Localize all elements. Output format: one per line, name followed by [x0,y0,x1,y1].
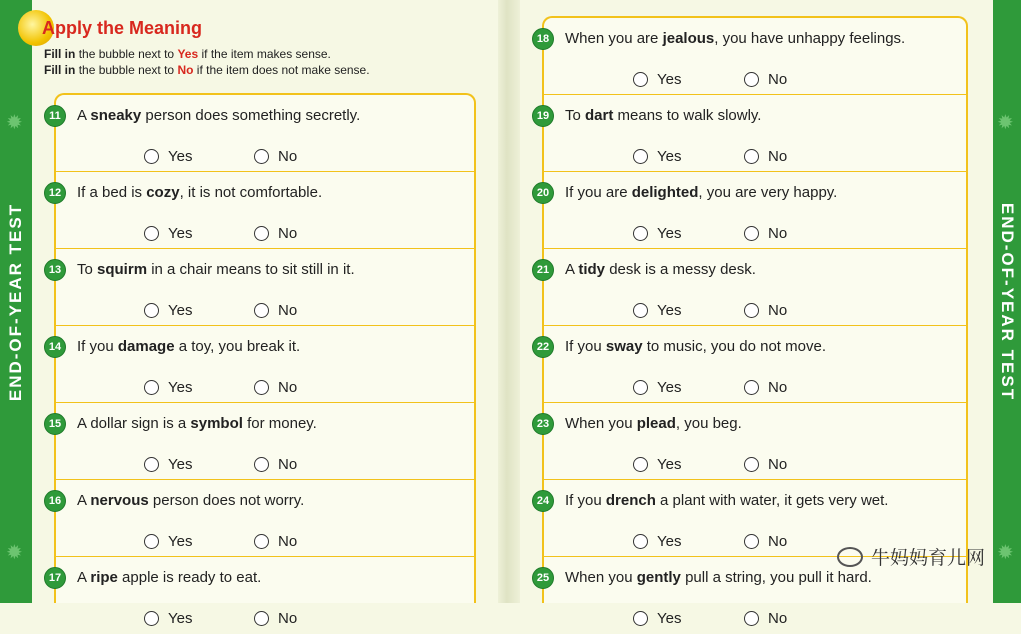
question-text-pre: When you [565,415,633,432]
no-label: No [768,456,788,473]
no-option[interactable] [744,302,787,319]
yes-label: Yes [657,379,682,396]
no-label: No [768,302,788,319]
star-icon: ✹ [6,542,23,564]
no-bubble[interactable] [254,303,269,318]
wechat-icon [837,547,863,567]
yes-bubble[interactable] [633,226,648,241]
yes-label: Yes [657,456,682,473]
yes-bubble[interactable] [144,303,159,318]
no-option[interactable] [744,610,787,627]
yes-bubble[interactable] [633,303,648,318]
right-question-panel [536,16,968,627]
yes-bubble[interactable] [633,457,648,472]
question-number: 15 [44,413,66,435]
yes-option[interactable] [633,610,681,627]
no-option[interactable] [254,610,297,627]
question-text-pre: If you [565,338,602,355]
no-label: No [768,71,788,88]
question-text-post: , you beg. [675,415,742,432]
question-row [48,480,474,557]
question-text-pre: A [77,492,87,509]
no-option[interactable] [254,302,297,319]
no-option[interactable] [744,456,787,473]
question-row [536,403,966,480]
yes-bubble[interactable] [144,457,159,472]
yes-label: Yes [657,148,682,165]
no-bubble[interactable] [254,226,269,241]
question-text [77,184,322,201]
yes-label: Yes [168,610,193,627]
question-number: 19 [532,105,554,127]
vocabulary-word: nervous [90,492,149,509]
question-row [536,95,966,172]
yes-label: Yes [168,533,193,550]
yes-label: Yes [657,610,682,627]
question-text-post: a plant with water, it gets very wet. [655,492,889,509]
no-bubble[interactable] [744,72,759,87]
question-text-post: means to walk slowly. [613,107,762,124]
no-option[interactable] [254,225,297,242]
question-text [565,569,872,586]
no-label: No [768,148,788,165]
instruction-text: if the item does not make sense. [196,63,370,77]
question-number: 25 [532,567,554,589]
yes-option[interactable] [633,456,681,473]
question-text-pre: When you are [565,30,659,47]
question-text-post: , you have unhappy feelings. [714,30,906,47]
yes-label: Yes [168,456,193,473]
page-gutter [498,0,520,603]
question-row [48,172,474,249]
question-row [536,18,966,95]
question-text-post: pull a string, you pull it hard. [680,569,872,586]
question-row [49,95,474,172]
vocabulary-word: squirm [97,261,148,278]
vocabulary-word: sneaky [90,107,142,124]
yes-bubble[interactable] [144,534,159,549]
no-bubble[interactable] [254,611,269,626]
question-text [77,261,355,278]
question-text-post: in a chair means to sit still in it. [147,261,355,278]
yes-label: Yes [168,225,193,242]
yes-option[interactable] [633,148,681,165]
question-row [48,557,474,634]
vocabulary-word: dart [585,107,614,124]
question-number: 21 [532,259,554,281]
yes-label: Yes [168,379,193,396]
no-option[interactable] [254,379,297,396]
vocabulary-word: damage [117,338,175,355]
question-number: 14 [44,336,66,358]
yes-bubble[interactable] [144,149,159,164]
question-text [565,30,905,47]
yes-label: Yes [657,302,682,319]
no-label: No [768,379,788,396]
yes-option[interactable] [144,379,192,396]
no-bubble[interactable] [744,457,759,472]
yes-option[interactable] [633,225,681,242]
no-option[interactable] [744,148,787,165]
yes-bubble[interactable] [633,72,648,87]
instruction-yes [44,47,331,61]
question-text-pre: A [565,261,575,278]
question-text [77,415,317,432]
question-number: 13 [44,259,66,281]
left-question-panel [48,93,476,627]
yes-label: Yes [657,225,682,242]
question-text-pre: If you are [565,184,628,201]
instruction-text: if the item makes sense. [201,47,331,61]
question-text-post: a toy, you break it. [174,338,301,355]
no-option[interactable] [254,148,297,165]
yes-bubble[interactable] [144,611,159,626]
question-text-pre: A [77,107,87,124]
question-number: 11 [44,105,66,127]
no-option[interactable] [744,533,787,550]
side-label-left: END-OF-YEAR TEST [6,202,25,401]
yes-bubble[interactable] [144,380,159,395]
question-row [48,326,474,403]
question-row [536,172,966,249]
question-row [48,249,474,326]
no-bubble[interactable] [744,226,759,241]
yes-option[interactable] [144,533,192,550]
question-row [48,403,474,480]
vocabulary-word: ripe [90,569,118,586]
no-bubble[interactable] [744,534,759,549]
yes-label: Yes [168,302,193,319]
question-text-post: person does something secretly. [141,107,361,124]
no-bubble[interactable] [744,611,759,626]
no-bubble[interactable] [254,457,269,472]
question-text-post: , it is not comfortable. [179,184,323,201]
vocabulary-word: jealous [662,30,715,47]
question-text-pre: A dollar sign is a [77,415,187,432]
question-number: 18 [532,28,554,50]
question-text-post: desk is a messy desk. [605,261,756,278]
no-label: No [278,533,298,550]
instruction-no-word: No [177,63,194,77]
yes-label: Yes [168,148,193,165]
no-option[interactable] [744,71,787,88]
no-option[interactable] [254,533,297,550]
question-text-pre: A [77,569,87,586]
yes-bubble[interactable] [633,149,648,164]
question-text [565,107,761,124]
question-text [77,107,360,124]
question-text-pre: If you [565,492,602,509]
no-label: No [278,225,298,242]
yes-option[interactable] [633,71,681,88]
yes-option[interactable] [633,379,681,396]
no-option[interactable] [744,379,787,396]
no-label: No [278,302,298,319]
side-label-right: END-OF-YEAR TEST [998,202,1017,401]
vocabulary-word: tidy [578,261,606,278]
question-text-pre: If a bed is [77,184,143,201]
question-text-post: to music, you do not move. [642,338,826,355]
instruction-fill-label: Fill in [44,47,76,61]
no-bubble[interactable] [744,303,759,318]
no-option[interactable] [744,225,787,242]
question-text [77,492,304,509]
question-text [565,415,742,432]
no-bubble[interactable] [744,380,759,395]
no-bubble[interactable] [254,380,269,395]
yes-bubble[interactable] [144,226,159,241]
yes-option[interactable] [144,225,192,242]
no-label: No [278,379,298,396]
watermark [837,543,985,570]
yes-option[interactable] [144,302,192,319]
question-text [77,569,261,586]
left-side-band [0,0,32,603]
star-icon: ✹ [6,112,23,134]
question-row [536,326,966,403]
instruction-no [44,63,370,77]
question-text-post: for money. [242,415,317,432]
instruction-fill-label: Fill in [44,63,76,77]
instruction-text: the bubble next to [78,63,175,77]
no-option[interactable] [254,456,297,473]
yes-bubble[interactable] [633,534,648,549]
no-bubble[interactable] [744,149,759,164]
yes-option[interactable] [633,533,681,550]
yes-option[interactable] [144,610,192,627]
no-bubble[interactable] [254,534,269,549]
vocabulary-word: drench [605,492,656,509]
yes-label: Yes [657,71,682,88]
no-label: No [278,148,298,165]
question-text [565,492,888,509]
question-number: 23 [532,413,554,435]
page-title: Apply the Meaning [42,18,203,38]
question-text-pre: When you [565,569,633,586]
question-number: 12 [44,182,66,204]
question-text-post: person does not worry. [148,492,305,509]
question-row [536,249,966,326]
yes-bubble[interactable] [633,380,648,395]
no-label: No [278,610,298,627]
star-icon: ✹ [997,542,1014,564]
yes-option[interactable] [144,148,192,165]
vocabulary-word: symbol [190,415,243,432]
vocabulary-word: cozy [146,184,180,201]
question-text-pre: To [565,107,581,124]
vocabulary-word: gently [636,569,681,586]
instruction-yes-word: Yes [177,47,199,61]
right-side-band [993,0,1021,603]
vocabulary-word: plead [636,415,676,432]
watermark-text: 牛妈妈育儿网 [870,548,985,569]
question-text-post: apple is ready to eat. [117,569,262,586]
star-icon: ✹ [997,112,1014,134]
question-text [565,184,837,201]
instruction-text: the bubble next to [78,47,175,61]
vocabulary-word: sway [605,338,643,355]
no-label: No [278,456,298,473]
question-number: 24 [532,490,554,512]
question-text-pre: If you [77,338,114,355]
no-label: No [768,610,788,627]
question-text-post: , you are very happy. [698,184,838,201]
question-number: 22 [532,336,554,358]
question-text [77,338,300,355]
question-text [565,338,826,355]
question-number: 17 [44,567,66,589]
question-text-pre: To [77,261,93,278]
question-number: 16 [44,490,66,512]
yes-option[interactable] [144,456,192,473]
question-number: 20 [532,182,554,204]
yes-label: Yes [657,533,682,550]
yes-bubble[interactable] [633,611,648,626]
yes-option[interactable] [633,302,681,319]
no-label: No [768,533,788,550]
no-bubble[interactable] [254,149,269,164]
question-text [565,261,756,278]
vocabulary-word: delighted [631,184,699,201]
no-label: No [768,225,788,242]
